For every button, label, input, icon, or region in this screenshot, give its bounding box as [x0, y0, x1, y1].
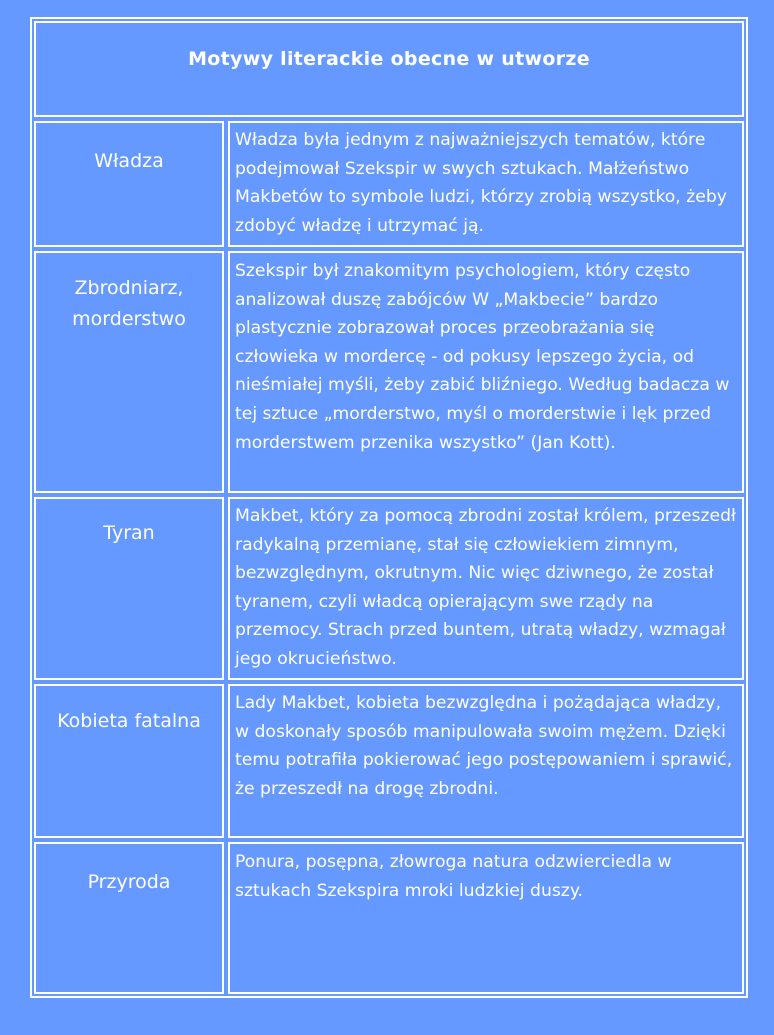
row-label-wladza: [34, 121, 224, 247]
row-desc-tyran: [228, 497, 744, 680]
row-label-przyroda: [34, 842, 224, 994]
row-text: Lady Makbet, kobieta bezwzględna i pożądająca władzy, w doskonały sposób manipulowała swoim mężem. Dzięki temu potrafiła pokierować jego postępowaniem i sprawić, że przeszedł na drogę zbrodni.: [235, 693, 733, 799]
row-desc-przyroda: [228, 842, 744, 994]
row-label-kobieta: [34, 684, 224, 838]
row-text: Makbet, który za pomocą zbrodni został królem, przeszedł radykalną przemianę, stał się człowiekiem zimnym, bezwzględnym, okrutnym. Nic więc dziwnego, że został tyranem, czyli władcą opierającym swe rządy na przemocy. Strach przed buntem, utratą władzy, wzmagał jego okrucieństwo.: [235, 506, 736, 669]
row-label: Władza: [94, 150, 164, 172]
row-text: Szekspir był znakomitym psychologiem, który często analizował duszę zabójców W „Makbecie” bardzo plastycznie zobrazował proces przeobrażania się człowieka w mordercę - od pokusy lepszego życia, od nieśmiałej myśli, żeby zabić bliźniego. Według badacza w tej sztuce „morderstwo, myśl o morderstwie i lęk przed morderstwem przenika wszystko” (Jan Kott).: [235, 261, 730, 453]
row-label-zbrodniarz: [34, 251, 224, 493]
row-label-tyran: [34, 497, 224, 680]
row-label: Kobieta fatalna: [57, 710, 201, 732]
row-label: Tyran: [103, 522, 155, 544]
row-desc-kobieta: [228, 684, 744, 838]
row-desc-zbrodniarz: [228, 251, 744, 493]
table-header: [34, 21, 744, 117]
row-text: Ponura, posępna, złowroga natura odzwierciedla w sztukach Szekspira mroki ludzkiej duszy.: [235, 852, 672, 901]
table-title: Motywy literackie obecne w utworze: [188, 48, 590, 70]
row-label: Przyroda: [87, 871, 171, 893]
row-desc-wladza: [228, 121, 744, 247]
row-text: Władza była jednym z najważniejszych tematów, które podejmował Szekspir w swych sztukach. Małżeństwo Makbetów to symbole ludzi, którzy zrobią wszystko, żeby zdobyć władzę i utrzymać ją.: [235, 130, 727, 236]
row-label: Zbrodniarz, morderstwo: [72, 277, 186, 330]
